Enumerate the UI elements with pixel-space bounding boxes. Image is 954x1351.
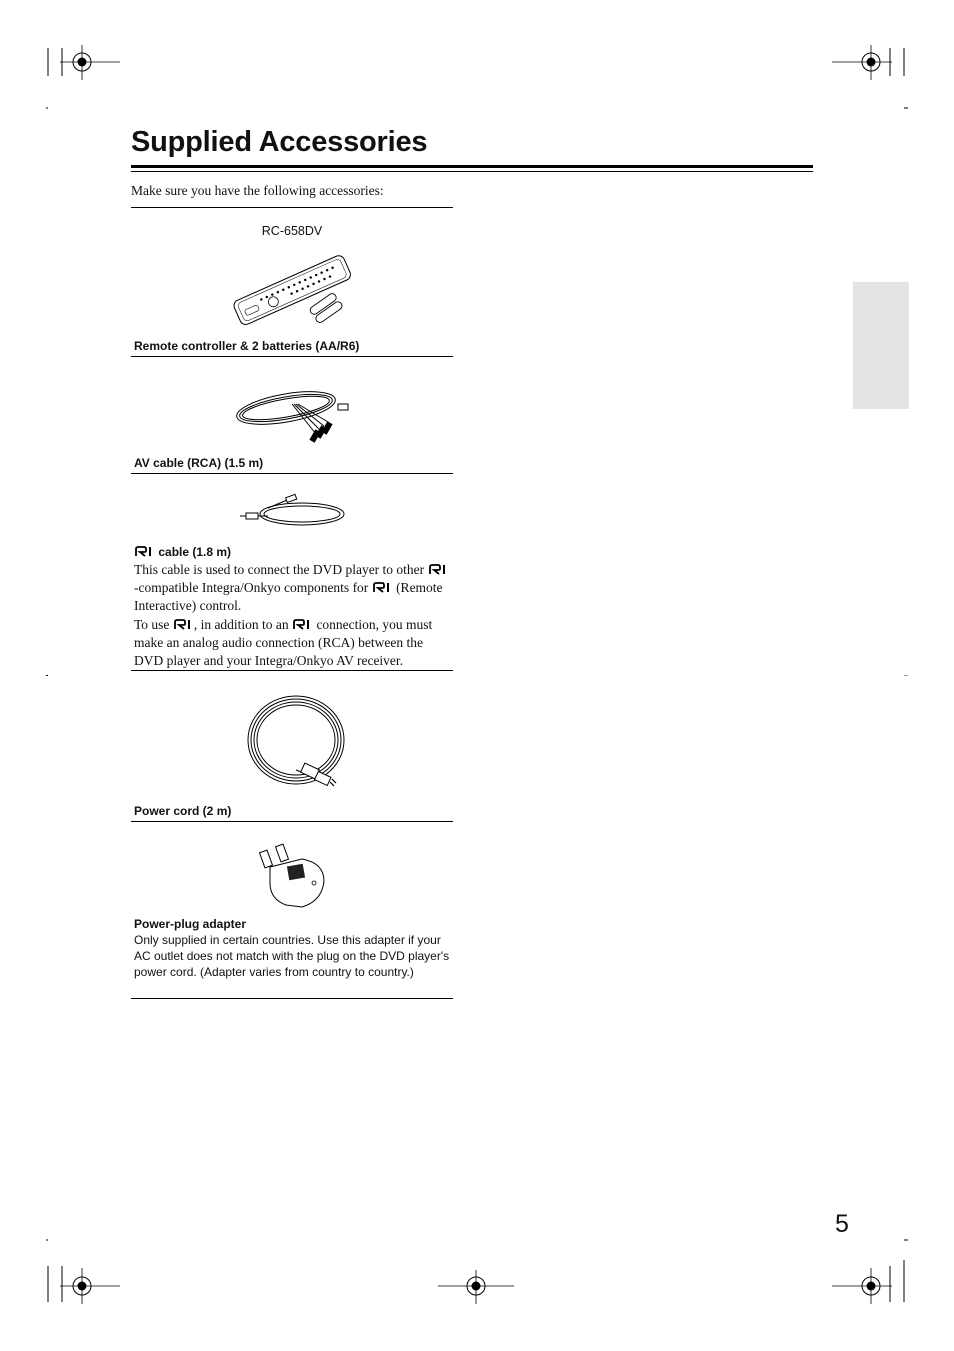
registration-mark-bottom-left — [40, 1236, 130, 1311]
title-rule-thin — [131, 171, 813, 172]
power-cord-label: Power cord (2 m) — [134, 804, 232, 818]
remote-controller-illustration — [230, 250, 355, 330]
ri-desc-text: , in addition to an — [193, 617, 293, 632]
ri-description-paragraph-2 — [134, 616, 452, 670]
ri-logo-icon — [135, 546, 154, 557]
power-plug-adapter-label: Power-plug adapter — [134, 917, 247, 931]
registration-mark-top-right — [826, 40, 916, 115]
power-plug-adapter-illustration — [258, 843, 328, 909]
separator — [131, 356, 453, 357]
ri-cable-label-text: cable (1.8 m) — [158, 545, 232, 559]
ri-logo-icon — [293, 619, 312, 630]
power-plug-adapter-description: Only supplied in certain countries. Use this adapter if your AC outlet does not match with the plug on the DVD player's power cord. (Adapter varies from country to country.) — [134, 933, 450, 979]
registration-mark-top-left — [40, 40, 130, 115]
separator — [131, 670, 453, 671]
av-cable-illustration — [234, 374, 354, 448]
remote-label: Remote controller & 2 batteries (AA/R6) — [134, 339, 360, 353]
intro-text: Make sure you have the following accessories: — [131, 183, 384, 198]
remote-model-label: RC-658DV — [261, 224, 323, 238]
page-title: Supplied Accessories — [131, 126, 428, 158]
ri-logo-icon — [373, 582, 392, 593]
power-cord-illustration — [246, 694, 348, 794]
registration-mark-bottom-center — [436, 1270, 516, 1310]
page-number: 5 — [835, 1210, 849, 1238]
crop-mark-left-middle — [46, 675, 48, 676]
ri-description-paragraph-1 — [134, 561, 452, 615]
ri-cable-label — [134, 545, 231, 559]
ri-desc-text: -compatible Integra/Onkyo components for — [134, 580, 372, 595]
separator — [131, 207, 453, 208]
ri-desc-text: (Remote Interactive) control. — [134, 580, 443, 613]
ri-desc-text: This cable is used to connect the DVD player to other — [134, 562, 428, 577]
ri-desc-text: To use — [134, 617, 173, 632]
ri-cable-illustration — [238, 494, 348, 532]
separator — [131, 473, 453, 474]
ri-logo-icon — [429, 564, 448, 575]
ri-cable-description — [134, 561, 452, 670]
title-rule-thick — [131, 165, 813, 168]
side-tab — [853, 282, 909, 409]
registration-mark-bottom-right — [826, 1236, 916, 1311]
ri-desc-text: connection, you must make an analog audio connection (RCA) between the DVD player and your Integra/Onkyo AV receiver. — [134, 617, 433, 668]
crop-mark-right-middle — [904, 675, 908, 676]
separator — [131, 821, 453, 822]
ri-logo-icon — [174, 619, 193, 630]
separator — [131, 998, 453, 999]
av-cable-label: AV cable (RCA) (1.5 m) — [134, 456, 264, 470]
